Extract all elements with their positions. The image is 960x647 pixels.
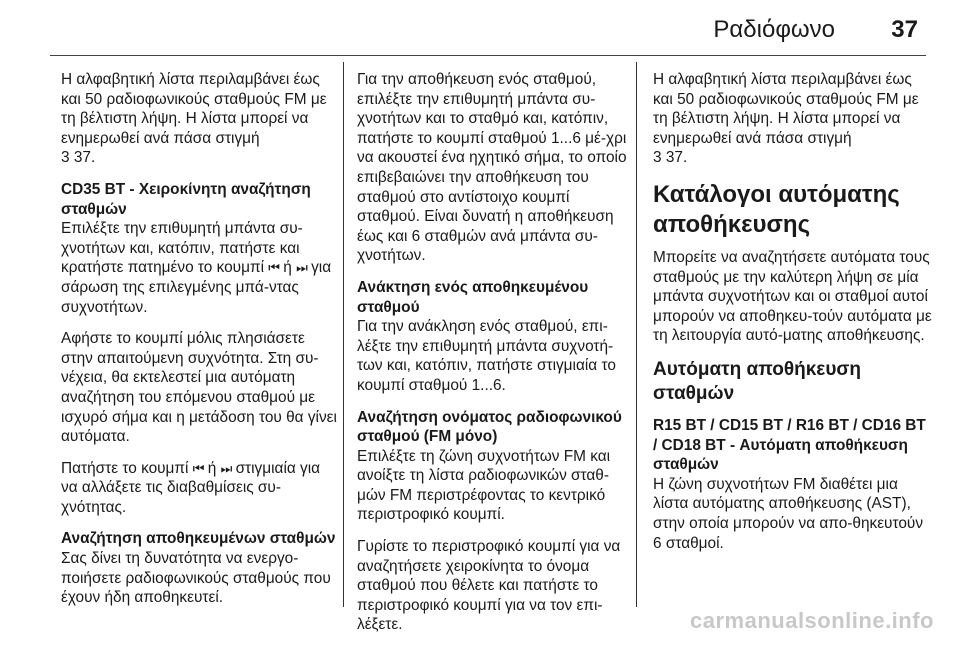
column-3 xyxy=(653,70,933,565)
paragraph xyxy=(61,219,337,317)
column-divider-1 xyxy=(343,62,344,607)
seek-forward-icon: ⏭ xyxy=(220,460,232,476)
paragraph: Γυρίστε το περιστροφικό κουμπί για να αναζητήσετε χειροκίνητα το όνομα σταθμού που θέλετε και πατήστε το περιστροφικό κουμπί για να τον επι-λέξετε. xyxy=(357,538,621,634)
column-2 xyxy=(357,70,633,647)
paragraph-text: Επιλέξτε την επιθυμητή μπάντα συ-χνοτήτων και, κατόπιν, πατήστε και κρατήστε πατημένο το κουμπί xyxy=(61,220,303,277)
chapter-heading: Κατάλογοι αυτόματης αποθήκευσης xyxy=(653,180,900,238)
paragraph-text: ή xyxy=(283,259,292,277)
paragraph: Σας δίνει τη δυνατότητα να ενεργο-ποιήσετε ραδιοφωνικούς σταθμούς που έχουν ήδη αποθηκευτεί. xyxy=(61,550,331,607)
page-number: 37 xyxy=(891,16,918,43)
paragraph-text: Πατήστε το κουμπί xyxy=(61,459,189,477)
column-1 xyxy=(61,70,337,620)
paragraph xyxy=(61,70,337,168)
header-divider xyxy=(50,55,926,56)
subsection-heading: Αυτόματη αποθήκευση σταθμών xyxy=(653,358,861,404)
paragraph: Η ζώνη συχνοτήτων FM διαθέτει μια λίστα αυτόματης αποθήκευσης (AST), στην οποία μπορούν να απο-θηκευτούν 6 σταθμοί. xyxy=(653,475,924,552)
page-reference: 3 37. xyxy=(653,149,688,167)
seek-forward-icon: ⏭ xyxy=(296,260,307,276)
section-heading: Ανάκτηση ενός αποθηκευμένου σταθμού xyxy=(357,278,589,316)
paragraph-text: Η αλφαβητική λίστα περιλαμβάνει έως και 50 ραδιοφωνικούς σταθμούς FM με τη βέλτιστη λήψη. Η λίστα μπορεί να ενημερωθεί ανά πάσα στιγμή xyxy=(61,71,327,147)
section-heading: Αναζήτηση αποθηκευμένων σταθμών xyxy=(61,530,336,548)
paragraph-text: Η αλφαβητική λίστα περιλαμβάνει έως και 50 ραδιοφωνικούς σταθμούς FM με τη βέλτιστη λήψη. Η λίστα μπορεί να ενημερωθεί ανά πάσα στιγμή xyxy=(653,71,919,147)
seek-back-icon: ⏮ xyxy=(268,260,279,276)
section-heading: R15 BT / CD15 BT / R16 BT / CD16 BT / CD18 BT - Αυτόματη αποθήκευση σταθμών xyxy=(653,416,926,474)
column-divider-2 xyxy=(636,62,637,607)
paragraph xyxy=(653,70,933,168)
page-title: Ραδιόφωνο xyxy=(713,16,835,43)
paragraph: Αφήστε το κουμπί μόλις πλησιάσετε στην απαιτούμενη συχνότητα. Στη συ-νέχεια, θα εκτελεστεί μια αυτόματη αναζήτηση του επόμενου σταθμού με ισχυρό σήμα και η μετάδοση του θα γίνει αυτόματα. xyxy=(61,330,337,446)
paragraph: Μπορείτε να αναζητήσετε αυτόματα τους σταθμούς με την καλύτερη λήψη σε μία μπάντα συχνοτήτων και οι σταθμοί αυτοί μπορούν να αποθηκευ-τούν αυτόματα με τη λειτουργία αυτό-ματης αποθήκευσης. xyxy=(653,248,932,345)
paragraph-text: για σάρωση της επιλεγμένης μπά-ντας συχνοτήτων. xyxy=(61,259,332,316)
paragraph xyxy=(61,459,337,518)
paragraph: Για την ανάκληση ενός σταθμού, επι-λέξτε την επιθυμητή μπάντα συχνοτή-των και, κατόπιν, πατήστε στιγμιαία το κουμπί σταθμού 1...6. xyxy=(357,318,616,394)
paragraph-text: στιγμιαία για να αλλάξετε τις διαβαθμίσεις συ-χνότητας. xyxy=(61,459,321,516)
watermark: carmanualsonline.info xyxy=(690,608,934,633)
paragraph: Για την αποθήκευση ενός σταθμού, επιλέξτε την επιθυμητή μπάντα συ-χνοτήτων και το σταθμό και, κατόπιν, πατήστε το κουμπί σταθμού 1...6 μέ-χρι να ακουστεί ένα ηχητικό σήμα, το οποίο επιβεβαιώνει την αποθήκευση του σταθμού στο αντίστοιχο κουμπί σταθμού. Είναι δυνατή η αποθήκευση έως και 6 σταθμών ανά μπάντα συ-χνοτήτων. xyxy=(357,71,627,265)
seek-back-icon: ⏮ xyxy=(192,460,204,476)
paragraph-text: ή xyxy=(207,459,217,477)
section-heading: Αναζήτηση ονόματος ραδιοφωνικού σταθμού (FM μόνο) xyxy=(357,408,622,446)
section-heading: CD35 BT - Χειροκίνητη αναζήτηση σταθμών xyxy=(61,180,311,218)
paragraph: Επιλέξτε τη ζώνη συχνοτήτων FM και ανοίξτε τη λίστα ραδιοφωνικών σταθ-μών FM περιστρέφοντας το κεντρικό περιστροφικό κουμπί. xyxy=(357,447,611,524)
page-reference: 3 37. xyxy=(61,149,96,167)
